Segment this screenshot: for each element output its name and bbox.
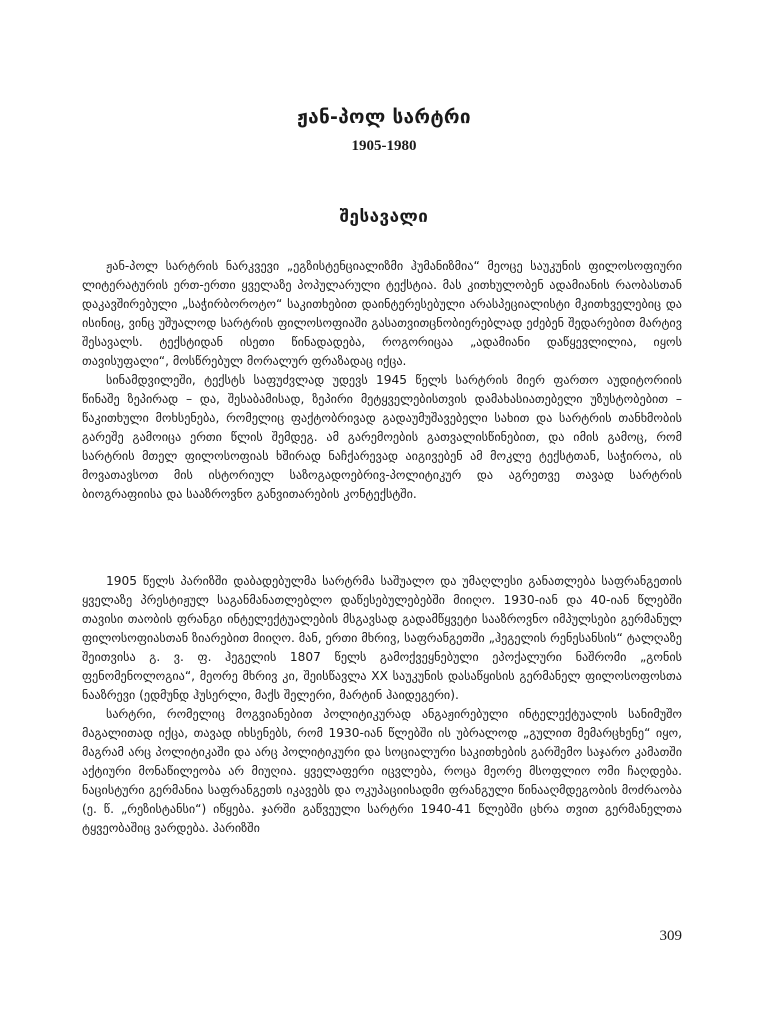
body-text-block	[82, 257, 682, 504]
paragraph: 1905 წელს პარიზში დაბადებულმა სარტრმა საშუალო და უმაღლესი განათლება საფრანგეთის ყველაზე პრესტიჟულ საგანმანათლებლო დაწესებულებებში მიიღო. 1930-იან და 40-იან წლებში თავისი თაობის ფრანგი ინტელექტუალების მსგავსად გადამწყვეტი სააზროვნო იმპულსები გერმანულ ფილოსოფიასთან ზიარებით მიიღო. მან, ერთი მხრივ, საფრანგეთში „ჰეგელის რენესანსის“ ტალღაზე შეითვისა გ. ვ. ფ. ჰეგელის 1807 წელს გამოქვეყნებული ეპოქალური ნაშრომი „გონის ფენომენოლოგია“, მეორე მხრივ კი, შეისწავლა XX საუკუნის დასაწყისის გერმანელ ფილოსოფოსთა ნააზრევი (ედმუნდ ჰუსერლი, მაქს შელერი, მარტინ ჰაიდეგერი).	[82, 574, 682, 702]
paragraph: სინამდვილეში, ტექსტს საფუძვლად უდევს 1945 წელს სარტრის მიერ ფართო აუდიტორიის წინაშე ზეპირად – და, შესაბამისად, ზეპირი მეტყველებისთვის დამახასიათებელი უზუსტობებით – წაკითხული მოხსენება, რომელიც ფაქტობრივად გადაუმუშავებელი სახით და სარტრის თანხმობის გარეშე გამოიცა ერთი წლის შემდეგ. ამ გარემოების გათვალისწინებით, და იმის გამოც, რომ სარტრის მთელ ფილოსოფიას ხშირად ნაჩქარევად აიგივებენ ამ მოკლე ტექსტთან, საჭიროა, ის მოვათავსოთ მის ისტორიულ საზოგადოებრივ-პოლიტიკურ და აგრეთვე თავად სარტრის ბიოგრაფიისა და სააზროვნო განვითარების კონტექსტში.	[82, 373, 682, 501]
body-text-block	[82, 572, 682, 838]
author-years: 1905-1980	[351, 138, 417, 154]
author-name: ჟან-პოლ სარტრი	[297, 106, 471, 128]
section-title: შესავალი	[339, 207, 429, 227]
paragraph: სარტრი, რომელიც მოგვიანებით პოლიტიკურად ანგაჟირებული ინტელექტუალის სანიმუშო მაგალითად იქცა, თავად იხსენებს, რომ 1930-იან წლებში ის უბრალოდ „გულით მემარცხენე“ იყო, მაგრამ არც პოლიტიკაში და არც პოლიტიკური და სოციალური საკითხების გარშემო საჯარო კამათში აქტიური მონაწილეობა არ მიუღია. ყველაფერი იცვლება, როცა მეორე მსოფლიო ომი ჩაღდება. ნაცისტური გერმანია საფრანგეთს იკავებს და ოკუპაციისადმი ფრანგული წინააღმდეგობის მოძრაობა (ე. წ. „რეზისტანსი“) იწყება. ჯარში გაწვეული სარტრი 1940-41 წლებში ცხრა თვით გერმანელთა ტყვეობაშიც ვარდება. პარიზში	[82, 707, 682, 835]
paragraph: ჟან-პოლ სარტრის ნარკვევი „ეგზისტენციალიზმი ჰუმანიზმია“ მეოცე საუკუნის ფილოსოფიური ლიტერატურის ერთ-ერთი ყველაზე პოპულარული ტექსტია. მას კითხულობენ ადამიანის რაობასთან დაკავშირებული „საჭირბოროტო“ საკითხებით დაინტერესებული არასპეციალისტი მკითხველებიც და ისინიც, ვინც უშუალოდ სარტრის ფილოსოფიაში გასათვითცნობიერებლად ეძებენ შედარებით მარტივ შესავალს. ტექსტიდან ისეთი წინადადება, როგორიცაა „ადამიანი დაწყევლილია, იყოს თავისუფალი“, მოსწრებულ მორალურ ფრაზადაც იქცა.	[82, 259, 682, 368]
page-number: 309	[659, 928, 682, 944]
